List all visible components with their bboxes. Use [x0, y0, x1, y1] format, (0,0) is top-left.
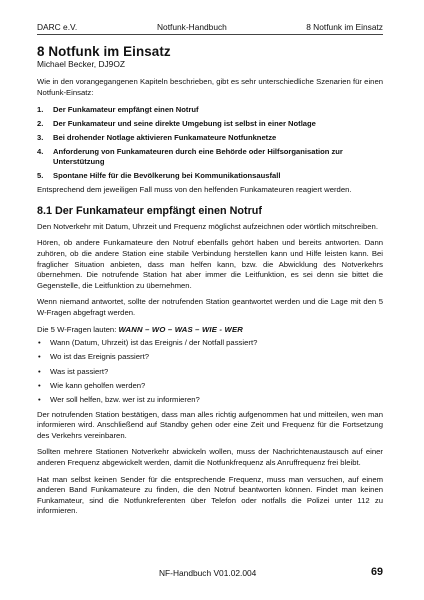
w-question-item	[37, 367, 383, 377]
bullet-icon: •	[38, 338, 41, 348]
w-question-text: Wie kann geholfen werden?	[50, 381, 146, 391]
scenario-number: 4.	[37, 147, 44, 157]
section-paragraph-3: Wenn niemand antwortet, sollte der notrufenden Station geantwortet werden und die Lage mit den 5 W-Fragen abgefragt werden.	[37, 297, 383, 317]
footer-title: NF-Handbuch V01.02.004	[159, 568, 257, 578]
scenario-text: Bei drohender Notlage aktivieren Funkamateure Notfunknetze	[53, 133, 277, 143]
header-left: DARC e.V.	[37, 22, 78, 32]
bullet-icon: •	[38, 352, 41, 362]
chapter-intro: Wie in den vorangegangenen Kapiteln beschrieben, gibt es sehr unterschiedliche Szenarien für einen Notfunk-Einsatz:	[37, 77, 383, 97]
w-questions-keywords: WANN – WO – WAS – WIE - WER	[118, 324, 244, 334]
header-divider	[37, 34, 383, 35]
chapter-author: Michael Becker, DJ9OZ	[37, 59, 125, 69]
page-number: 69	[370, 566, 383, 578]
w-question-item	[37, 381, 383, 391]
scenario-item	[37, 105, 383, 115]
w-question-item	[37, 352, 383, 362]
section-paragraph-2: Hören, ob andere Funkamateure den Notruf ebenfalls gehört haben und bereits antworten. Dann zuhören, ob die andere Station eine stabile Verbindung herstellen kann und Hilfe leisten kann. Bei fraglicher Situation anbieten, dass man helfen kann, bzw. die Abwicklung des Notverkehrs übernehmen. Die notrufende Station hat aber immer die Leitfunktion, es sei denn sie bittet die Gegenstelle, die Leitfunktion zu übernehmen.	[37, 238, 383, 290]
scenario-number: 2.	[37, 119, 44, 129]
page-header	[37, 21, 383, 33]
scenario-number: 1.	[37, 105, 44, 115]
scenario-item	[37, 133, 383, 143]
bullet-icon: •	[38, 381, 41, 391]
chapter-title: 8 Notfunk im Einsatz	[37, 44, 171, 59]
w-question-item	[37, 338, 383, 348]
section-paragraph-6: Hat man selbst keinen Sender für die entsprechende Frequenz, muss man versuchen, auf einem anderen Band Funkamateure zu finden, die den Notruf beantworten können. Findet man keinen Funkamateur, sind die Notfunkreferenten über Telefon oder notfalls die Polizei unter 112 zu informieren.	[37, 474, 383, 516]
header-center: Notfunk-Handbuch	[157, 22, 227, 32]
w-questions-label: Die 5 W-Fragen lauten:	[37, 324, 117, 334]
document-page	[37, 0, 383, 600]
w-questions-list	[37, 338, 383, 405]
w-question-text: Was ist passiert?	[50, 366, 109, 376]
scenario-item	[37, 171, 383, 181]
scenario-text: Spontane Hilfe für die Bevölkerung bei Kommunikationsausfall	[53, 171, 281, 181]
w-question-item	[37, 395, 383, 405]
w-questions-intro	[37, 325, 383, 336]
section-paragraph-4: Der notrufenden Station bestätigen, dass man alles richtig aufgenommen hat und mitteilen, wen man informieren wird. Anschließend auf Standby gehen oder eine Zeit und Frequenz für die Fortsetzung des Verkehrs vereinbaren.	[37, 409, 383, 440]
bullet-icon: •	[38, 366, 41, 376]
w-question-text: Wer soll helfen, bzw. wer ist zu informieren?	[50, 395, 200, 405]
w-question-text: Wann (Datum, Uhrzeit) ist das Ereignis / der Notfall passiert?	[50, 338, 258, 348]
scenario-text: Der Funkamateur empfängt einen Notruf	[53, 105, 199, 115]
section-title: 8.1 Der Funkamateur empfängt einen Notruf	[37, 204, 262, 217]
bullet-icon: •	[38, 395, 41, 405]
chapter-outro: Entsprechend dem jeweiligen Fall muss von den helfenden Funkamateuren reagiert werden.	[37, 185, 352, 195]
scenario-text: Anforderung von Funkamateuren durch eine Behörde oder Hilfsorganisation zur Unterstützung	[53, 147, 343, 167]
w-question-text: Wo ist das Ereignis passiert?	[50, 352, 149, 362]
page-footer	[37, 567, 383, 581]
section-paragraph-5: Sollten mehrere Stationen Notverkehr abwickeln wollen, muss der Nachrichtenaustausch auf einer anderen Frequenz abgewickelt werden, damit die Notfunkfrequenz als Anruffrequenz frei bleibt.	[37, 447, 383, 467]
scenario-item	[37, 119, 383, 129]
scenario-list	[37, 105, 383, 181]
scenario-number: 5.	[37, 171, 44, 181]
section-paragraph-1: Den Notverkehr mit Datum, Uhrzeit und Frequenz möglichst aufzeichnen oder wörtlich mitschreiben.	[37, 221, 378, 231]
scenario-item	[37, 147, 383, 167]
page-content	[37, 44, 383, 517]
scenario-text: Der Funkamateur und seine direkte Umgebung ist selbst in einer Notlage	[53, 119, 316, 129]
header-right: 8 Notfunk im Einsatz	[306, 22, 383, 32]
scenario-number: 3.	[37, 133, 44, 143]
